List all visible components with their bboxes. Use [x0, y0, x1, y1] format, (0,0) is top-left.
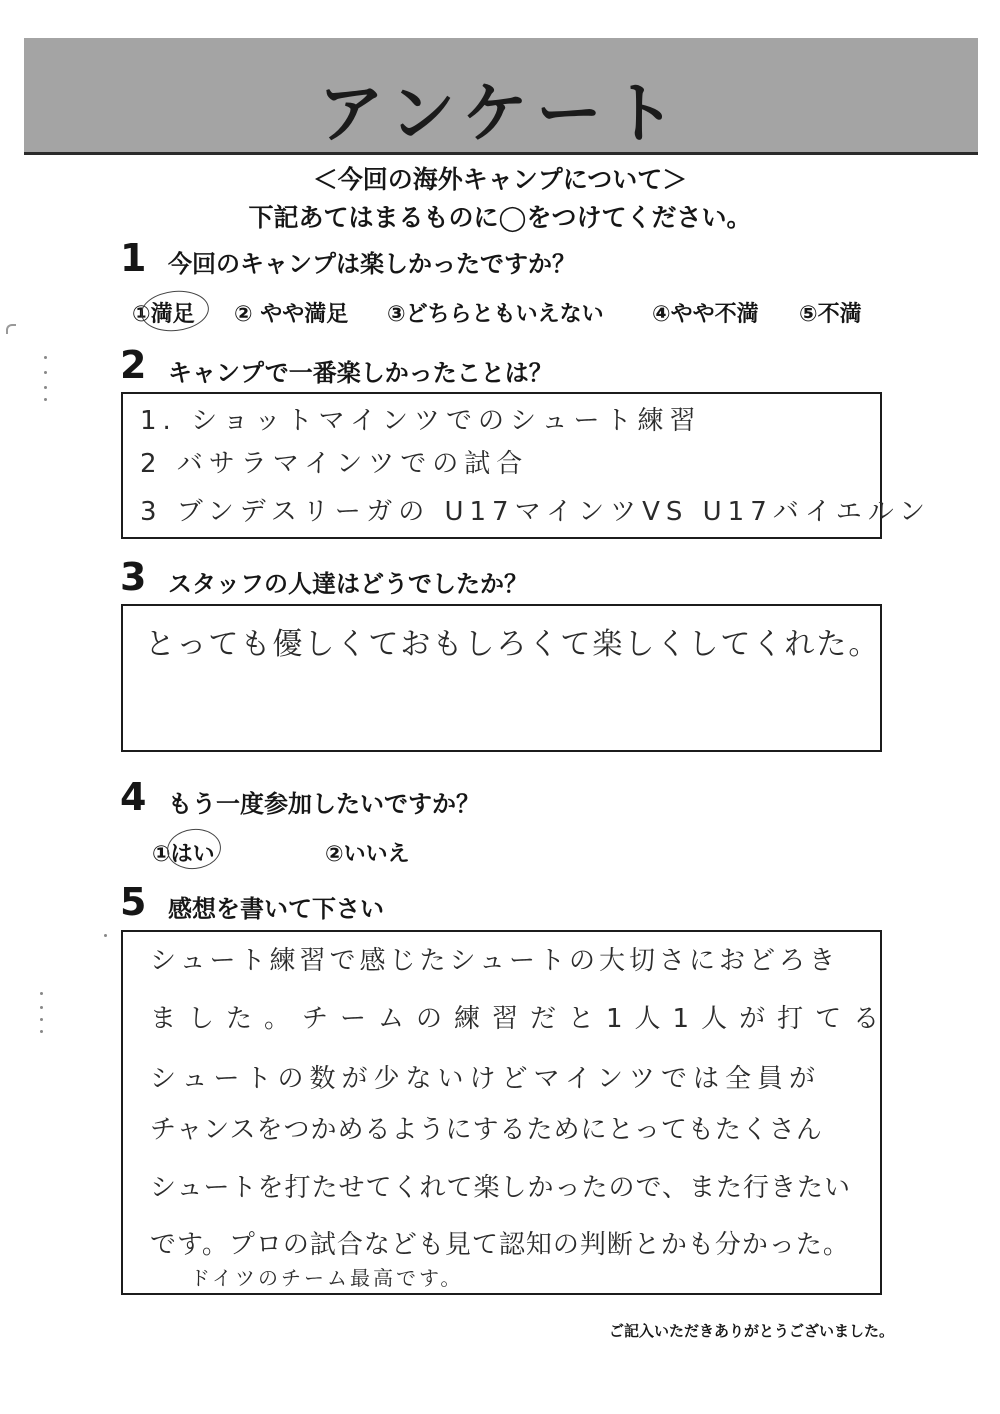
question-4-text: もう一度参加したいですか？ [168, 790, 480, 818]
q5-answer-line-7: ドイツのチーム最高です。 [190, 1266, 464, 1290]
scan-dot [40, 992, 43, 995]
question-5-text: 感想を書いて下さい [168, 895, 384, 923]
q1-option-4[interactable]: ④やや不満 [652, 302, 759, 327]
q2-answer-line-2: 2 バサラマインツでの試合 [140, 449, 529, 479]
survey-subject: ＜今回の海外キャンプについて＞ [312, 165, 688, 194]
question-3-text: スタッフの人達はどうでしたか？ [168, 570, 528, 598]
q5-answer-line-4: チャンスをつかめるようにするためにとってもたくさん [150, 1115, 823, 1145]
question-2-text: キャンプで一番楽しかったことは？ [168, 359, 553, 387]
survey-instructions: 下記あてはまるものに◯をつけてください。 [248, 203, 752, 232]
thank-you-note: ご記入いただきありがとうございました。 [608, 1322, 894, 1340]
q2-answer-line-3: 3 ブンデスリーガの U17マインツVS U17バイエルン [140, 497, 932, 527]
q4-option-2[interactable]: ②いいえ [325, 842, 410, 867]
question-5-number: 5 [120, 880, 147, 924]
scan-mark [6, 324, 16, 334]
question-2-number: 2 [120, 343, 147, 387]
q5-answer-line-6: です。プロの試合なども見て認知の判断とかも分かった。 [150, 1230, 850, 1260]
title-banner [24, 38, 978, 155]
scan-dot [40, 1030, 43, 1033]
scan-dot [40, 1006, 43, 1009]
scan-dot [40, 1018, 43, 1021]
q5-answer-line-2: ました。チームの練習だと1人1人が打てる [150, 1004, 892, 1034]
question-4-number: 4 [120, 775, 147, 819]
q4-option-1[interactable]: ①はい [152, 842, 215, 867]
scan-dot [44, 398, 47, 401]
q1-option-1[interactable]: ①満足 [132, 302, 195, 327]
q1-option-2[interactable]: ② やや満足 [234, 302, 349, 327]
scan-dot [44, 371, 47, 374]
scan-dot [104, 934, 107, 937]
q3-answer: とっても優しくておもしろくて楽しくしてくれた。 [145, 627, 881, 662]
scan-dot [44, 356, 47, 359]
q1-option-5[interactable]: ⑤不満 [799, 302, 862, 327]
question-1-number: 1 [120, 236, 147, 280]
q2-answer-line-1: 1. ショットマインツでのシュート練習 [140, 406, 702, 436]
scan-dot [44, 386, 47, 389]
page-title: アンケート [317, 75, 685, 152]
q5-answer-line-1: シュート練習で感じたシュートの大切さにおどろき [150, 946, 839, 976]
q5-answer-line-3: シュートの数が少ないけどマインツでは全員が [150, 1064, 821, 1094]
question-3-number: 3 [120, 555, 147, 599]
q5-answer-line-5: シュートを打たせてくれて楽しかったので、また行きたい [150, 1173, 851, 1203]
q1-option-3[interactable]: ③どちらともいえない [387, 302, 604, 327]
question-1-text: 今回のキャンプは楽しかったですか？ [168, 250, 576, 278]
